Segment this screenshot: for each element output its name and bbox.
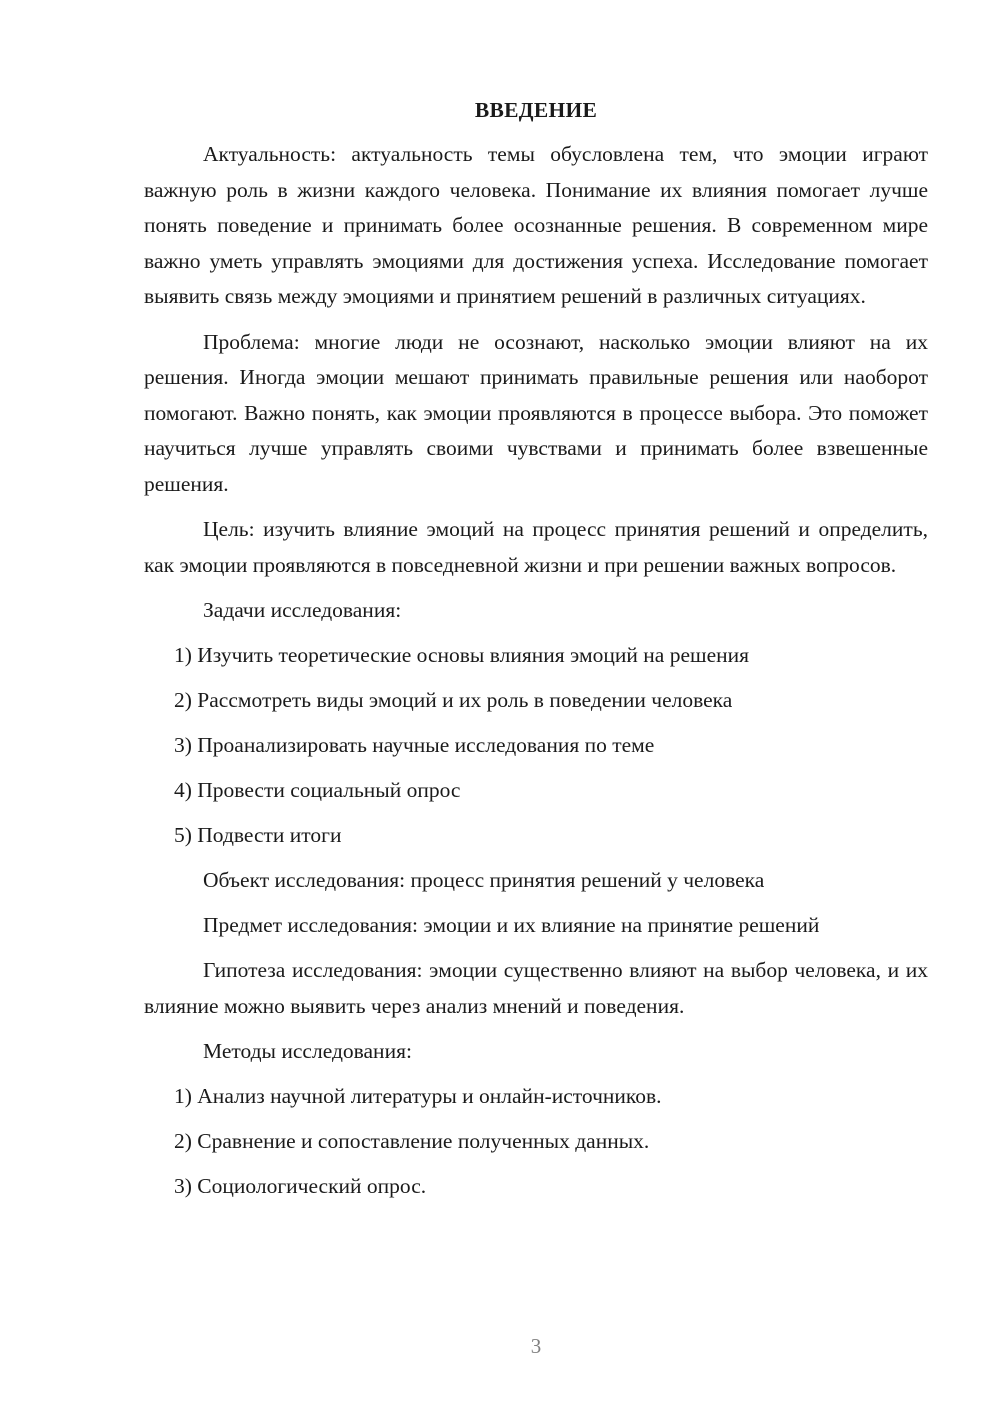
- list-item: 3) Социологический опрос.: [174, 1174, 427, 1198]
- document-page: [144, 95, 928, 1214]
- page-number: 3: [530, 1334, 542, 1358]
- tasks-label: Задачи исследования:: [203, 598, 402, 622]
- list-item: 1) Анализ научной литературы и онлайн-источников.: [174, 1084, 662, 1108]
- subject-line: Предмет исследования: эмоции и их влияние на принятие решений: [203, 913, 820, 937]
- methods-label: Методы исследования:: [203, 1039, 412, 1063]
- list-item: 2) Рассмотреть виды эмоций и их роль в поведении человека: [174, 688, 733, 712]
- relevance-paragraph: Актуальность: актуальность темы обусловлена тем, что эмоции играют важную роль в жизни каждого человека. Понимание их влияния помогает лучше понять поведение и принимать более осознанные решения. В современном мире важно уметь управлять эмоциями для достижения успеха. Исследование помогает выявить связь между эмоциями и принятием решений в различных ситуациях.: [144, 142, 928, 308]
- problem-paragraph: Проблема: многие люди не осознают, насколько эмоции влияют на их решения. Иногда эмоции мешают принимать правильные решения или наоборот помогают. Важно понять, как эмоции проявляются в процессе выбора. Это поможет научиться лучше управлять своими чувствами и принимать более взвешенные решения.: [144, 329, 928, 496]
- list-item: 2) Сравнение и сопоставление полученных данных.: [174, 1129, 650, 1153]
- object-line: Объект исследования: процесс принятия решений у человека: [203, 868, 765, 892]
- tasks-list: [144, 638, 928, 853]
- hypothesis-paragraph: Гипотеза исследования: эмоции существенно влияют на выбор человека, и их влияние можно выявить через анализ мнений и поведения.: [144, 958, 928, 1018]
- list-item: 3) Проанализировать научные исследования по теме: [174, 733, 655, 757]
- section-heading: ВВЕДЕНИЕ: [474, 98, 598, 122]
- methods-list: [144, 1079, 928, 1204]
- list-item: 1) Изучить теоретические основы влияния эмоций на решения: [174, 643, 750, 667]
- list-item: 4) Провести социальный опрос: [174, 778, 461, 802]
- goal-paragraph: Цель: изучить влияние эмоций на процесс принятия решений и определить, как эмоции проявляются в повседневной жизни и при решении важных вопросов.: [144, 517, 928, 577]
- list-item: 5) Подвести итоги: [174, 823, 342, 847]
